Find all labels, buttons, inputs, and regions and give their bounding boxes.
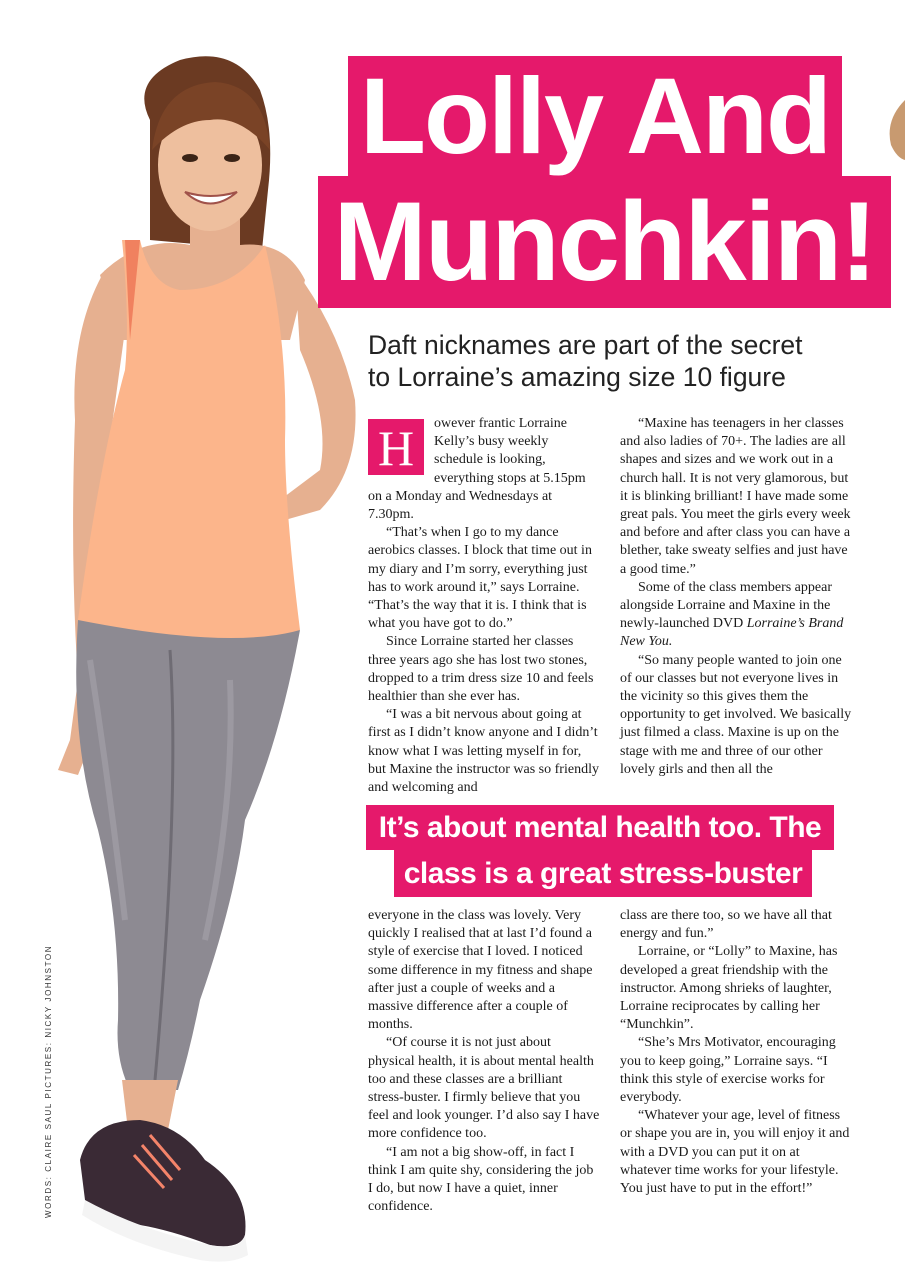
- standfirst-line-1: Daft nicknames are part of the secret: [368, 330, 803, 360]
- standfirst: [368, 330, 838, 394]
- paragraph-text: owever frantic Lorraine Kelly’s busy weekly schedule is looking, everything stops at 5.15pm on a Monday and Wednesdays at 7.30pm.: [368, 416, 586, 523]
- lorraine-photo: [30, 40, 360, 1280]
- paragraph: [620, 579, 852, 652]
- paragraph: “She’s Mrs Motivator, encouraging you to keep going,” Lorraine says. “I think this style of exercise works for everybody.: [620, 1035, 836, 1106]
- paragraph: “I was a bit nervous about going at first as I didn’t know anyone and I didn’t know what I was letting myself in for, but Maxine the instructor was so friendly and welcoming and: [368, 707, 599, 796]
- article-column-2: [620, 415, 852, 779]
- paragraph: “I am not a big show-off, in fact I think I am quite shy, considering the job I do, but now I have a quiet, inner confidence.: [368, 1144, 594, 1215]
- paragraph: “So many people wanted to join one of our classes but not everyone lives in the vicinity so this gives them the opportunity to get involved. We basically just filmed a class. Maxine is up on the stage with me and three of our other lovely girls and then all the: [620, 652, 852, 777]
- paragraph: everyone in the class was lovely. Very quickly I realised that at last I’d found a style of exercise that I loved. I noticed some difference in my fitness and shape after just a couple of weeks and a massive difference after a couple of months.: [368, 908, 593, 1033]
- headline-line-2: Munchkin!: [318, 176, 891, 308]
- pull-quote-line-1: It’s about mental health too. The: [366, 805, 834, 850]
- pull-quote-line-2: class is a great stress-buster: [394, 850, 812, 897]
- photo-credits: WORDS: CLAIRE SAUL PICTURES: NICKY JOHNSTON: [44, 944, 53, 1218]
- paragraph: “That’s when I go to my dance aerobics classes. I block that time out in my diary and I’m sorry, everything just has to work around it,” says Lorraine. “That’s the way that it is. I think that is what you have got to do.”: [368, 525, 592, 632]
- standfirst-line-2: to Lorraine’s amazing size 10 figure: [368, 361, 786, 392]
- paragraph: Since Lorraine started her classes three years ago she has lost two stones, dropped to a trim dress size 10 and feels healthier than she ever has.: [368, 634, 594, 705]
- paragraph: “Whatever your age, level of fitness or shape you are in, you will enjoy it and with a DVD you can put it on at whatever time works for your lifestyle. You just have to put in the effort!”: [620, 1108, 850, 1197]
- article-column-3: [368, 907, 600, 1216]
- dvd-title: Lorraine’s Brand New You.: [620, 616, 844, 650]
- paragraph-text: Some of the class members appear alongside Lorraine and Maxine in the newly-launched DVD: [620, 579, 832, 632]
- paragraph: class are there too, so we have all that energy and fun.”: [620, 908, 832, 942]
- article-column-1: [368, 415, 600, 797]
- headline-line-1: Lolly And: [348, 56, 842, 176]
- drop-cap: H: [368, 419, 424, 475]
- paragraph: “Maxine has teenagers in her classes and also ladies of 70+. The ladies are all shapes and sizes and we work out in a church hall. It is not very glamorous, but it is blinking brilliant! I have made some great pals. You meet the girls every week and before and after class you can have a blether, take sweaty selfies and just have a good time.”: [620, 416, 851, 577]
- paragraph: [368, 415, 600, 524]
- article-column-4: [620, 907, 852, 1198]
- paragraph: Lorraine, or “Lolly” to Maxine, has developed a great friendship with the instructor. Among shrieks of laughter, Lorraine reciprocates by calling her “Munchkin”.: [620, 944, 838, 1033]
- paragraph: “Of course it is not just about physical health, it is about mental health too and these classes are a brilliant stress-buster. I firmly believe that you feel and look younger. I’d also say I have more confidence too.: [368, 1035, 600, 1142]
- partial-object-edge: [883, 100, 905, 160]
